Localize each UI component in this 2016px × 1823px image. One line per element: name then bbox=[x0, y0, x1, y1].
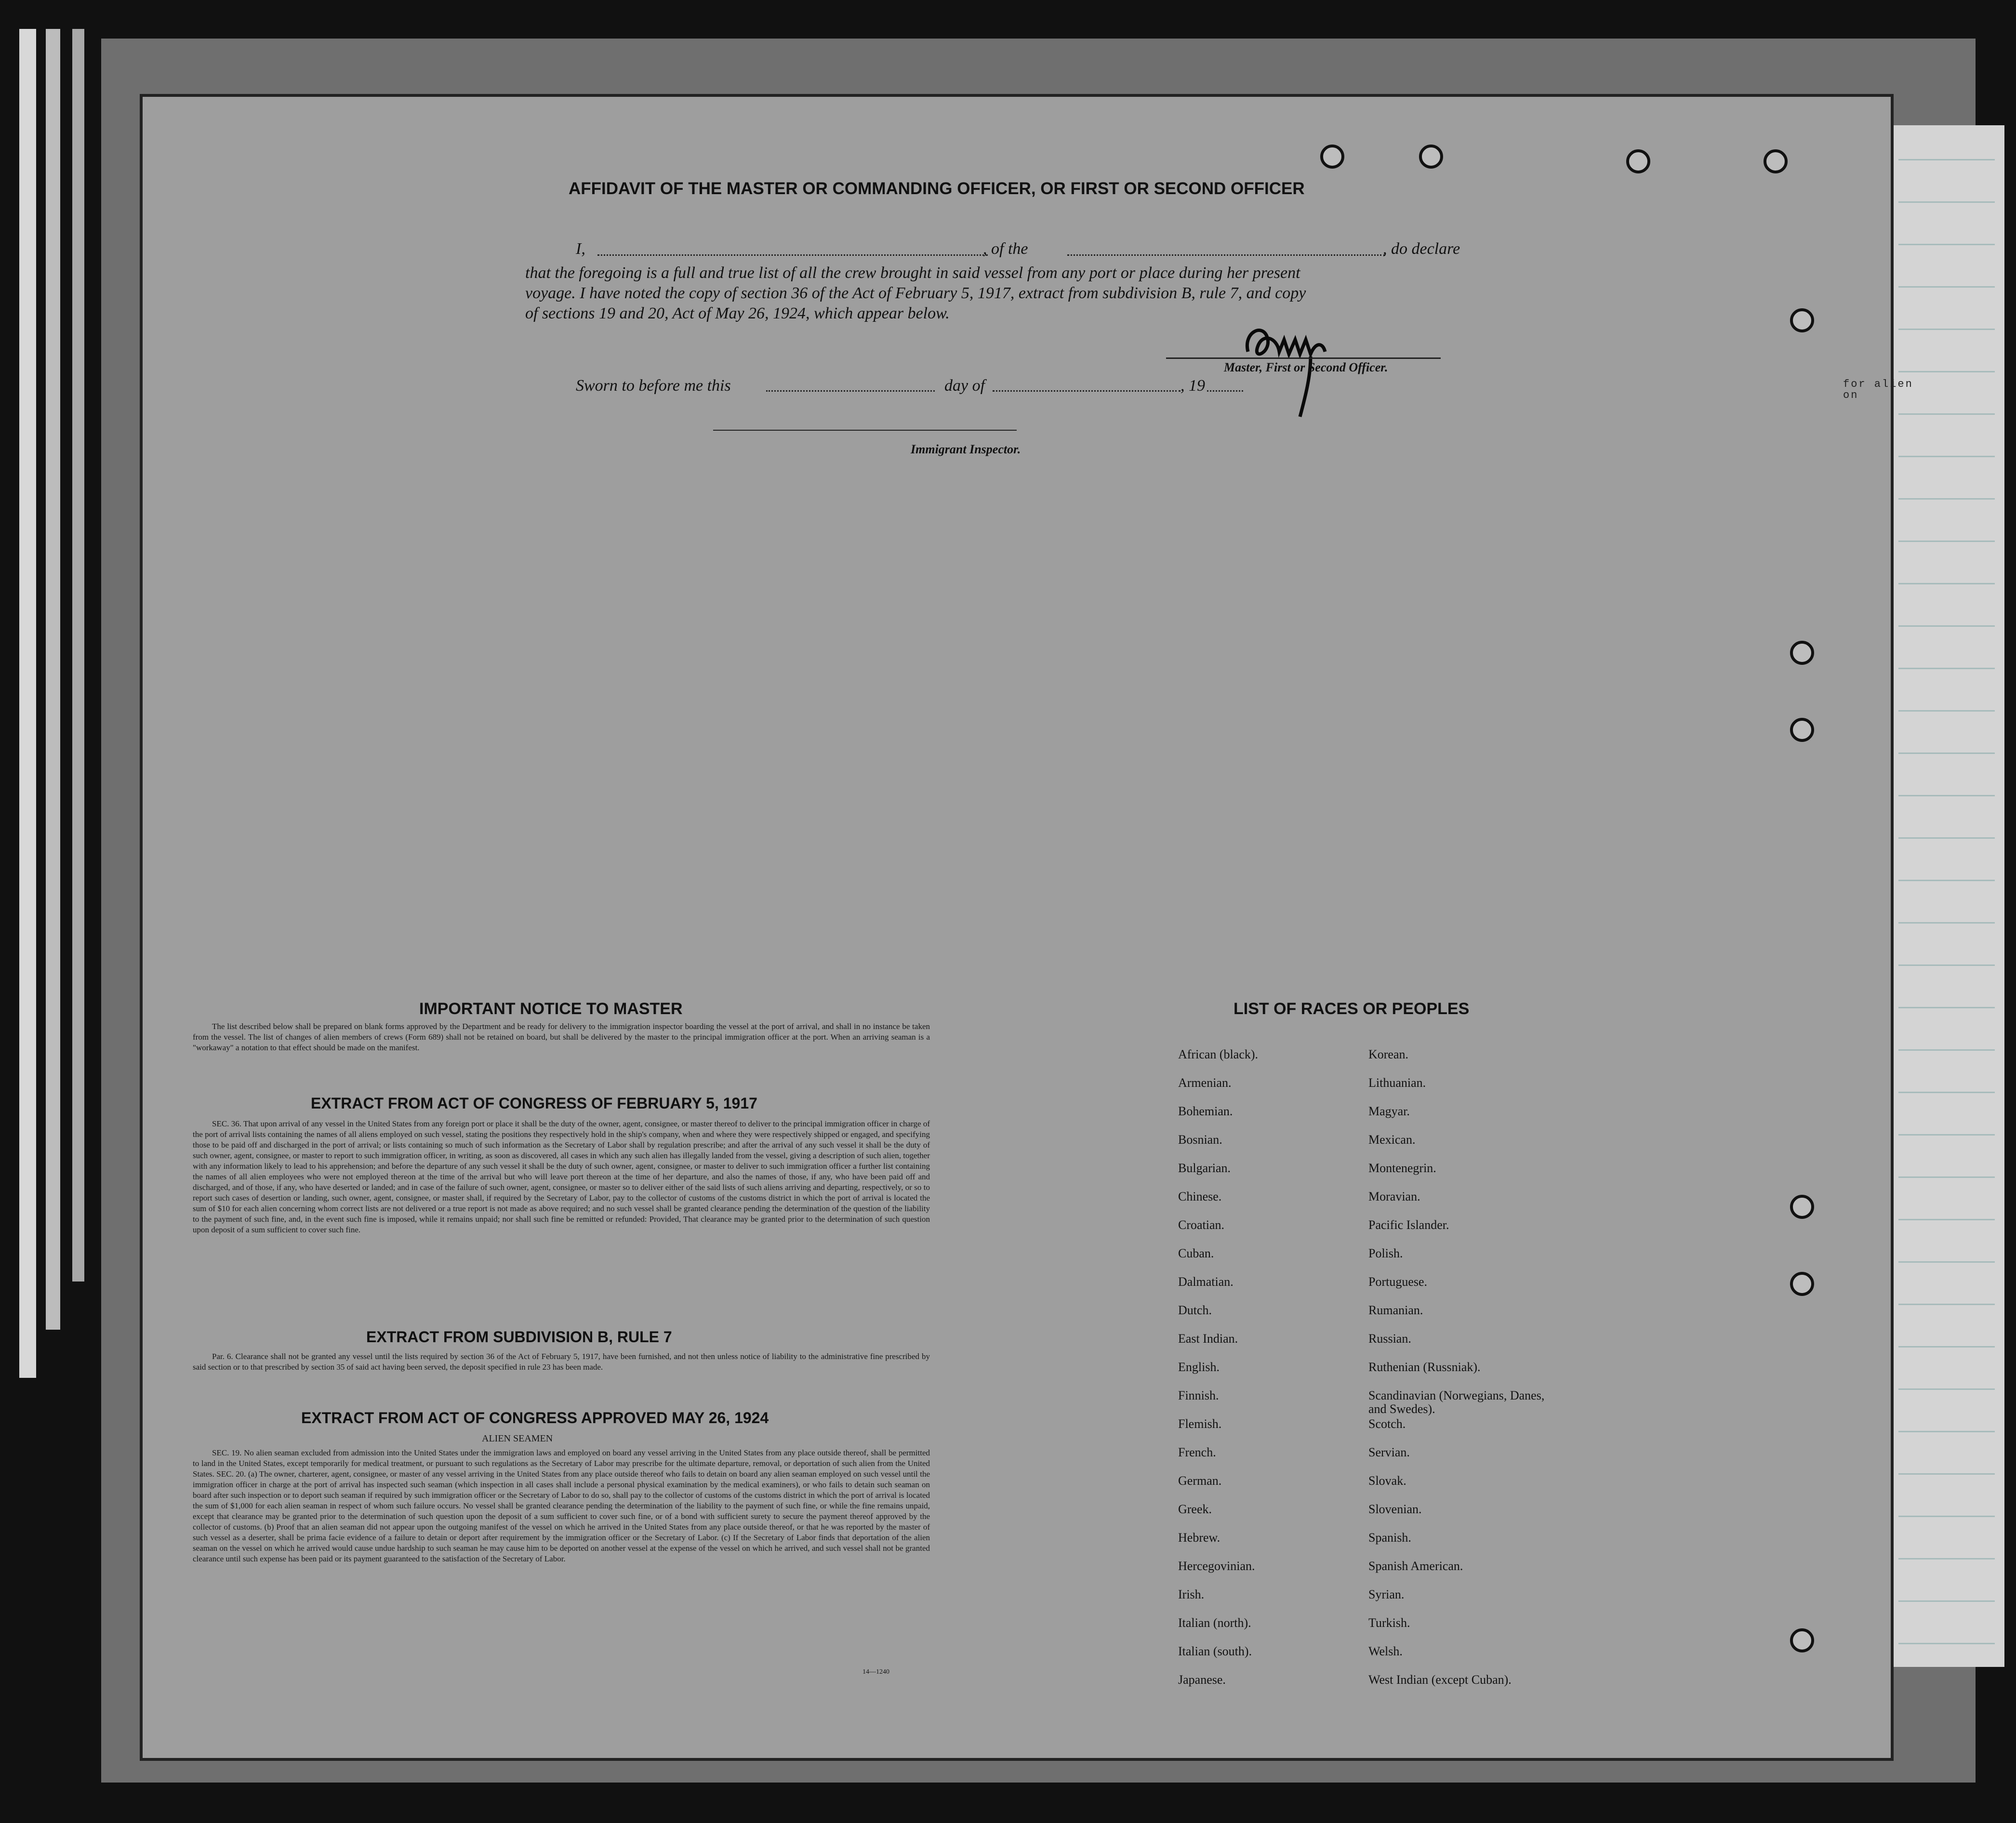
race-item: Bulgarian. bbox=[1178, 1161, 1231, 1175]
ledger-rule bbox=[1898, 1558, 1995, 1559]
race-item: African (black). bbox=[1178, 1047, 1259, 1061]
punch-hole bbox=[1419, 145, 1443, 169]
ledger-rule bbox=[1898, 1304, 1995, 1305]
signature-caption: Master, First or Second Officer. bbox=[1224, 360, 1388, 374]
race-item: Armenian. bbox=[1178, 1076, 1232, 1090]
ledger-rule bbox=[1898, 795, 1995, 796]
race-item: Welsh. bbox=[1368, 1644, 1403, 1658]
ledger-rule bbox=[1898, 1176, 1995, 1178]
signature-line bbox=[1166, 357, 1441, 359]
affidavit-i: I, bbox=[576, 240, 585, 258]
margin-note: for alien bbox=[1843, 378, 1913, 390]
race-item: East Indian. bbox=[1178, 1332, 1238, 1346]
race-item: Turkish. bbox=[1368, 1616, 1410, 1630]
act-1924-text: SEC. 19. No alien seaman excluded from admission into the United States under the immigration laws and employed on board any vessel arriving in the United States from any place outside thereof, shall be permitted to land in the United States, except temporarily for medical treatment, or pursuant to such regulations as the Secretary of Labor may prescribe for the ultimate departure, removal, or deportation of such alien from the United States. SEC. 20. (a) The owner, charterer, agent, consignee, or master of any vessel arriving in the United States from any place outside thereof who fails to detain on board any alien seaman employed on such vessel until the immigration officer in charge at the port of arrival has inspected such seaman (which inspection in all cases shall include a personal physical examination by the medical examiners), or who fails to detain such seaman on board after such inspection or to deport such seaman if required by such immigration officer or the Secretary of Labor to do so, shall pay to the collector of customs of the customs district in which the port of arrival is located the sum of $1,000 for each alien seaman in respect of whom such failure occurs. No vessel shall be granted clearance pending the determination of the liability to the payment of such fine, or while the fine remains unpaid, except that clearance may be granted prior to the determination of such question upon the deposit of a sum sufficient to cover such fine, or of a bond with sufficient surety to secure the payment thereof approved by the collector of customs. (b) Proof that an alien seaman did not appear upon the outgoing manifest of the vessel on which he arrived in the United States from any place outside thereof, or that he was reported by the master of such vessel as a deserter, shall be prima facie evidence of a failure to detain or deport after requirement by the immigration officer or the Secretary of Labor. (c) If the Secretary of Labor finds that deportation of the alien seaman on the vessel on which he arrived would cause undue hardship to such seaman he may cause him to be deported on another vessel at the expense of the vessel on which he arrived, and such vessel shall not be granted clearance until such expense has been paid or its payment guaranteed to the satisfaction of the Secretary of Labor. bbox=[193, 1448, 930, 1563]
sworn-month-blank bbox=[993, 390, 1180, 392]
name-blank bbox=[597, 254, 988, 256]
race-item: Italian (north). bbox=[1178, 1616, 1251, 1630]
ledger-rule bbox=[1898, 1643, 1995, 1644]
race-item: Rumanian. bbox=[1368, 1303, 1423, 1317]
race-item: Scotch. bbox=[1368, 1417, 1406, 1431]
race-item: Russian. bbox=[1368, 1332, 1411, 1346]
race-item: Montenegrin. bbox=[1368, 1161, 1436, 1175]
act-1917-text: SEC. 36. That upon arrival of any vessel in the United States from any foreign port or place it shall be the duty of the owner, agent, consignee, or master thereof to deliver to the principal immigration officer in charge of the port of arrival lists containing the names of all aliens employed on such vessel, stating the positions they respectively hold in the ship's company, when and where they were respectively shipped or engaged, and specifying those to be paid off and discharged in the port of arrival; or lists containing so much of such information as the Secretary of Labor shall by regulation prescribe; and after the arrival of any such vessel it shall be the duty of such owner, agent, consignee, or master to report to such immigration officer, in writing, as soon as discovered, all cases in which any such alien has illegally landed from the vessel, giving a description of such alien, together with any information likely to lead to his apprehension; and before the departure of any such vessel it shall be the duty of such owner, agent, consignee, or master to deliver to such immigration officer a further list containing the names of all alien employees who were not employed thereon at the time of the arrival but who will leave port thereon at the time of her departure, and also the names of those, if any, who have been paid off and discharged, and of those, if any, who have deserted or landed; and in case of the failure of such owner, agent, consignee, or master so to deliver either of the said lists of such aliens arriving and departing, respectively, or so to report such cases of desertion or landing, such owner, agent, consignee, or master shall, if required by the Secretary of Labor, pay to the collector of customs of the customs district in which the port of arrival is located the sum of $10 for each alien concerning whom correct lists are not delivered or a true report is not made as above required; and no such vessel shall be granted clearance pending the determination of the question of the liability to the payment of such fine, and, in the event such fine is imposed, while it remains unpaid; nor shall such fine be remitted or refunded: Provided, That clearance may be granted prior to the determination of such question upon deposit of a sum sufficient to cover such fine. bbox=[193, 1119, 930, 1234]
race-item: Flemish. bbox=[1178, 1417, 1222, 1431]
race-item: Spanish American. bbox=[1368, 1559, 1463, 1573]
ledger-rule bbox=[1898, 710, 1995, 712]
race-item: Syrian. bbox=[1368, 1587, 1405, 1601]
left-page-edge bbox=[72, 29, 84, 1281]
ledger-rule bbox=[1898, 201, 1995, 203]
sworn-day-blank bbox=[766, 390, 935, 392]
ledger-rule bbox=[1898, 1600, 1995, 1602]
vessel-blank bbox=[1067, 254, 1385, 256]
ledger-rule bbox=[1898, 837, 1995, 839]
punch-hole bbox=[1790, 718, 1814, 742]
race-item: Finnish. bbox=[1178, 1388, 1219, 1402]
inspector-line bbox=[713, 430, 1017, 431]
race-item: French. bbox=[1178, 1445, 1216, 1459]
race-item: Greek. bbox=[1178, 1502, 1212, 1516]
punch-hole bbox=[1320, 145, 1344, 169]
rule-7-text: Par. 6. Clearance shall not be granted any vessel until the lists required by section 36 of the Act of February 5, 1917, have been furnished, and not then unless notice of liability to the administrative fine prescribed by said section or to that prescribed by section 35 of said act having been served, the deposit specified in rule 23 has been made. bbox=[193, 1352, 930, 1372]
punch-hole bbox=[1790, 641, 1814, 665]
sworn-day-of: day of bbox=[944, 377, 985, 395]
ledger-rule bbox=[1898, 498, 1995, 500]
punch-hole bbox=[1626, 149, 1650, 173]
race-item: Cuban. bbox=[1178, 1246, 1214, 1260]
ledger-rule bbox=[1898, 1007, 1995, 1008]
race-item: Slovak. bbox=[1368, 1474, 1406, 1488]
race-item: Bohemian. bbox=[1178, 1104, 1233, 1118]
affidavit-body-3: of sections 19 and 20, Act of May 26, 1924, which appear below. bbox=[525, 304, 950, 322]
act-1924-title: EXTRACT FROM ACT OF CONGRESS APPROVED MAY 26, 1924 bbox=[301, 1409, 769, 1427]
punch-hole bbox=[1790, 1628, 1814, 1652]
race-item: Spanish. bbox=[1368, 1531, 1411, 1545]
ledger-rule bbox=[1898, 1261, 1995, 1263]
ledger-rule bbox=[1898, 880, 1995, 881]
race-item: Servian. bbox=[1368, 1445, 1410, 1459]
race-item: Hercegovinian. bbox=[1178, 1559, 1255, 1573]
race-item: Dalmatian. bbox=[1178, 1275, 1233, 1289]
race-item: Magyar. bbox=[1368, 1104, 1410, 1118]
race-item: Lithuanian. bbox=[1368, 1076, 1426, 1090]
affidavit-body-2: voyage. I have noted the copy of section 36 of the Act of February 5, 1917, extract from subdivision B, rule 7, and copy bbox=[525, 284, 1306, 302]
punch-hole bbox=[1764, 149, 1788, 173]
ledger-rule bbox=[1898, 668, 1995, 669]
ledger-rule bbox=[1898, 625, 1995, 627]
ledger-rule bbox=[1898, 456, 1995, 457]
sworn-year-blank bbox=[1207, 390, 1243, 392]
sworn-text: Sworn to before me this bbox=[576, 377, 731, 395]
right-ledger-strip bbox=[1894, 125, 2004, 1667]
races-title: LIST OF RACES OR PEOPLES bbox=[1233, 1000, 1470, 1018]
sworn-year: , 19 bbox=[1180, 377, 1205, 395]
ledger-rule bbox=[1898, 1219, 1995, 1220]
race-item: Korean. bbox=[1368, 1047, 1409, 1061]
ledger-rule bbox=[1898, 329, 1995, 330]
margin-note: on bbox=[1843, 389, 1859, 401]
punch-hole bbox=[1790, 1272, 1814, 1296]
left-page-edge bbox=[46, 29, 60, 1330]
race-item: Ruthenian (Russniak). bbox=[1368, 1360, 1481, 1374]
notice-text: The list described below shall be prepared on blank forms approved by the Department and be ready for delivery to the immigration inspector boarding the vessel at the port of arrival, and shall in no instance be taken from the vessel. The list of changes of alien members of crews (Form 689) shall not be retained on board, but shall be delivered by the master to the principal immigration officer at the port. When an arriving seaman is a "workaway" a notation to that effect should be made on the manifest. bbox=[193, 1022, 930, 1052]
ledger-rule bbox=[1898, 1049, 1995, 1051]
punch-hole bbox=[1790, 1195, 1814, 1219]
ledger-rule bbox=[1898, 159, 1995, 160]
race-item: Mexican. bbox=[1368, 1133, 1416, 1147]
ledger-rule bbox=[1898, 1134, 1995, 1136]
ledger-rule bbox=[1898, 286, 1995, 288]
race-item: Dutch. bbox=[1178, 1303, 1212, 1317]
punch-hole bbox=[1790, 308, 1814, 332]
race-item: Slovenian. bbox=[1368, 1502, 1422, 1516]
ledger-rule bbox=[1898, 583, 1995, 584]
affidavit-of-the: , of the bbox=[983, 240, 1028, 258]
ledger-rule bbox=[1898, 1473, 1995, 1475]
race-item: West Indian (except Cuban). bbox=[1368, 1673, 1512, 1687]
affidavit-title: AFFIDAVIT OF THE MASTER OR COMMANDING OFFICER, OR FIRST OR SECOND OFFICER bbox=[569, 179, 1305, 198]
act-1924-subtitle: ALIEN SEAMEN bbox=[482, 1433, 553, 1444]
ledger-rule bbox=[1898, 371, 1995, 372]
race-item: Chinese. bbox=[1178, 1189, 1222, 1203]
race-item: Croatian. bbox=[1178, 1218, 1225, 1232]
race-item: German. bbox=[1178, 1474, 1222, 1488]
form-number: 14—1240 bbox=[862, 1668, 889, 1676]
race-item: Bosnian. bbox=[1178, 1133, 1222, 1147]
ledger-rule bbox=[1898, 244, 1995, 245]
ledger-rule bbox=[1898, 541, 1995, 542]
affidavit-declare: , do declare bbox=[1383, 240, 1460, 258]
race-item: Irish. bbox=[1178, 1587, 1205, 1601]
race-item: English. bbox=[1178, 1360, 1220, 1374]
race-item: Italian (south). bbox=[1178, 1644, 1252, 1658]
act-1917-title: EXTRACT FROM ACT OF CONGRESS OF FEBRUARY 5, 1917 bbox=[311, 1095, 757, 1112]
race-item: Moravian. bbox=[1368, 1189, 1420, 1203]
inspector-caption: Immigrant Inspector. bbox=[911, 442, 1021, 456]
notice-title: IMPORTANT NOTICE TO MASTER bbox=[419, 1000, 683, 1018]
race-item: Hebrew. bbox=[1178, 1531, 1220, 1545]
ledger-rule bbox=[1898, 1388, 1995, 1390]
race-item: Japanese. bbox=[1178, 1673, 1226, 1687]
race-item: Portuguese. bbox=[1368, 1275, 1428, 1289]
ledger-rule bbox=[1898, 1092, 1995, 1093]
race-item: Pacific Islander. bbox=[1368, 1218, 1449, 1232]
left-page-edge bbox=[19, 29, 36, 1378]
ledger-rule bbox=[1898, 1346, 1995, 1347]
race-item: Polish. bbox=[1368, 1246, 1403, 1260]
ledger-rule bbox=[1898, 413, 1995, 415]
ledger-rule bbox=[1898, 753, 1995, 754]
ledger-rule bbox=[1898, 964, 1995, 966]
race-item: Scandinavian (Norwegians, Danes, and Swedes). bbox=[1368, 1388, 1545, 1416]
ledger-rule bbox=[1898, 1431, 1995, 1432]
affidavit-body-1: that the foregoing is a full and true list of all the crew brought in said vessel from any port or place during her present bbox=[525, 264, 1300, 282]
rule-7-title: EXTRACT FROM SUBDIVISION B, RULE 7 bbox=[366, 1328, 672, 1346]
ledger-rule bbox=[1898, 1516, 1995, 1517]
ledger-rule bbox=[1898, 922, 1995, 924]
